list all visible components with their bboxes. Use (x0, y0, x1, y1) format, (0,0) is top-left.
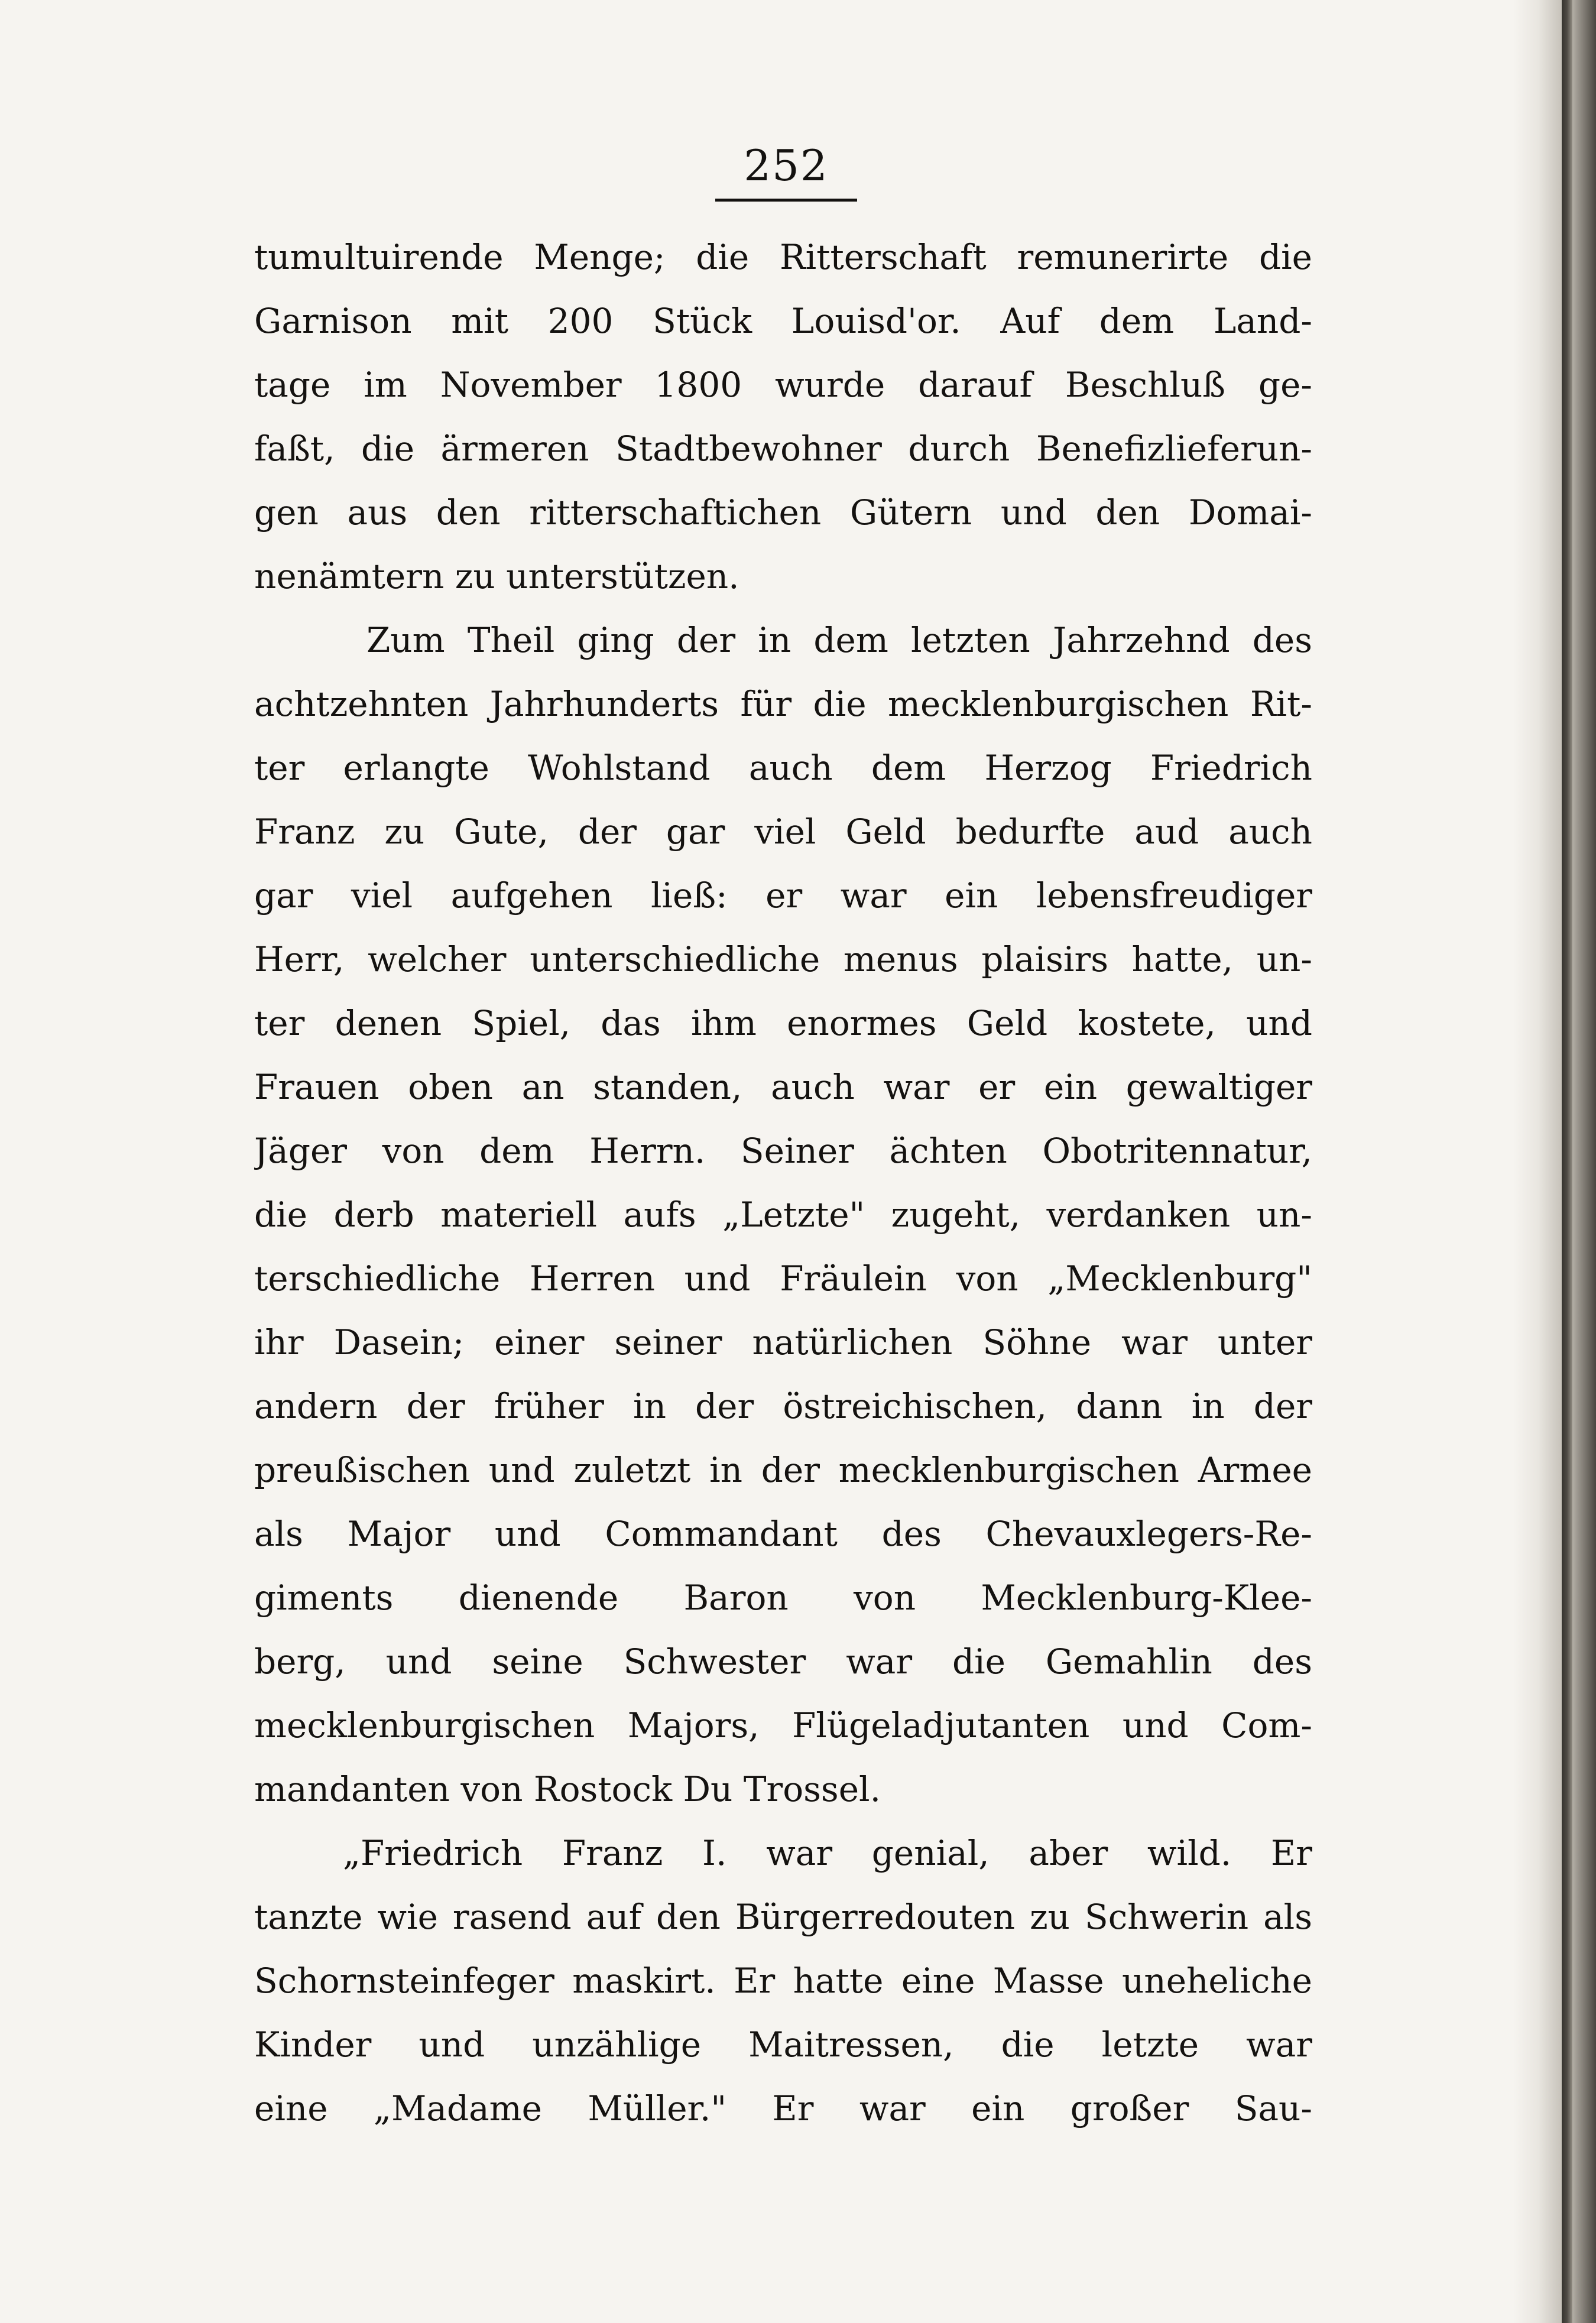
paragraph-1 (254, 225, 1312, 608)
paragraph-2 (254, 608, 1312, 1821)
text-line: gar viel aufgehen ließ: er war ein lebensfreudiger (254, 875, 1312, 916)
text-line: giments dienende Baron von Mecklenburg-Klee- (254, 1578, 1312, 1618)
text-line: Jäger von dem Herrn. Seiner ächten Obotritennatur, (254, 1131, 1312, 1171)
text-line: ihr Dasein; einer seiner natürlichen Söhne war unter (254, 1322, 1312, 1362)
text-line: tage im November 1800 wurde darauf Beschluß ge- (254, 365, 1312, 405)
book-spine-edge (1562, 0, 1572, 2323)
page-number: 252 (715, 136, 857, 202)
text-line: Garnison mit 200 Stück Louisd'or. Auf dem Land- (254, 301, 1312, 341)
text-line: die derb materiell aufs „Letzte" zugeht, verdanken un- (254, 1195, 1312, 1235)
text-line: ter erlangte Wohlstand auch dem Herzog Friedrich (254, 748, 1312, 788)
text-line: tumultuirende Menge; die Ritterschaft remunerirte die (254, 237, 1312, 277)
text-line: Schornsteinfeger maskirt. Er hatte eine Masse uneheliche (254, 1961, 1312, 2001)
text-line: terschiedliche Herren und Fräulein von „Mecklenburg" (254, 1258, 1312, 1299)
text-line: preußischen und zuletzt in der mecklenburgischen Armee (254, 1450, 1312, 1490)
page-content (254, 136, 1312, 2140)
text-line: achtzehnten Jahrhunderts für die mecklenburgischen Rit- (254, 684, 1312, 724)
text-line: andern der früher in der östreichischen, dann in der (254, 1386, 1312, 1426)
text-line: faßt, die ärmeren Stadtbewohner durch Benefizlieferun- (254, 429, 1312, 469)
text-line: Kinder und unzählige Maitressen, die letzte war (254, 2024, 1312, 2065)
text-line: Zum Theil ging der in dem letzten Jahrzehnd des (366, 620, 1312, 660)
book-spine-shadow (1513, 0, 1596, 2323)
text-line: „Friedrich Franz I. war genial, aber wild. Er (343, 1833, 1312, 1873)
text-line: tanzte wie rasend auf den Bürgerredouten zu Schwerin als (254, 1897, 1312, 1937)
text-line: gen aus den ritterschaftichen Gütern und den Domai- (254, 492, 1312, 533)
text-line: Herr, welcher unterschiedliche menus plaisirs hatte, un- (254, 939, 1312, 979)
paragraph-3 (254, 1821, 1312, 2140)
text-line: berg, und seine Schwester war die Gemahlin des (254, 1641, 1312, 1682)
text-line: eine „Madame Müller." Er war ein großer Sau- (254, 2088, 1312, 2129)
text-line: nenämtern zu unterstützen. (254, 556, 739, 596)
text-line: Franz zu Gute, der gar viel Geld bedurfte aud auch (254, 812, 1312, 852)
text-line: mecklenburgischen Majors, Flügeladjutanten und Com- (254, 1705, 1312, 1746)
text-line: Frauen oben an standen, auch war er ein gewaltiger (254, 1067, 1312, 1107)
text-line: mandanten von Rostock Du Trossel. (254, 1769, 881, 1809)
text-line: als Major und Commandant des Chevauxlegers-Re- (254, 1514, 1312, 1554)
text-line: ter denen Spiel, das ihm enormes Geld kostete, und (254, 1003, 1312, 1043)
